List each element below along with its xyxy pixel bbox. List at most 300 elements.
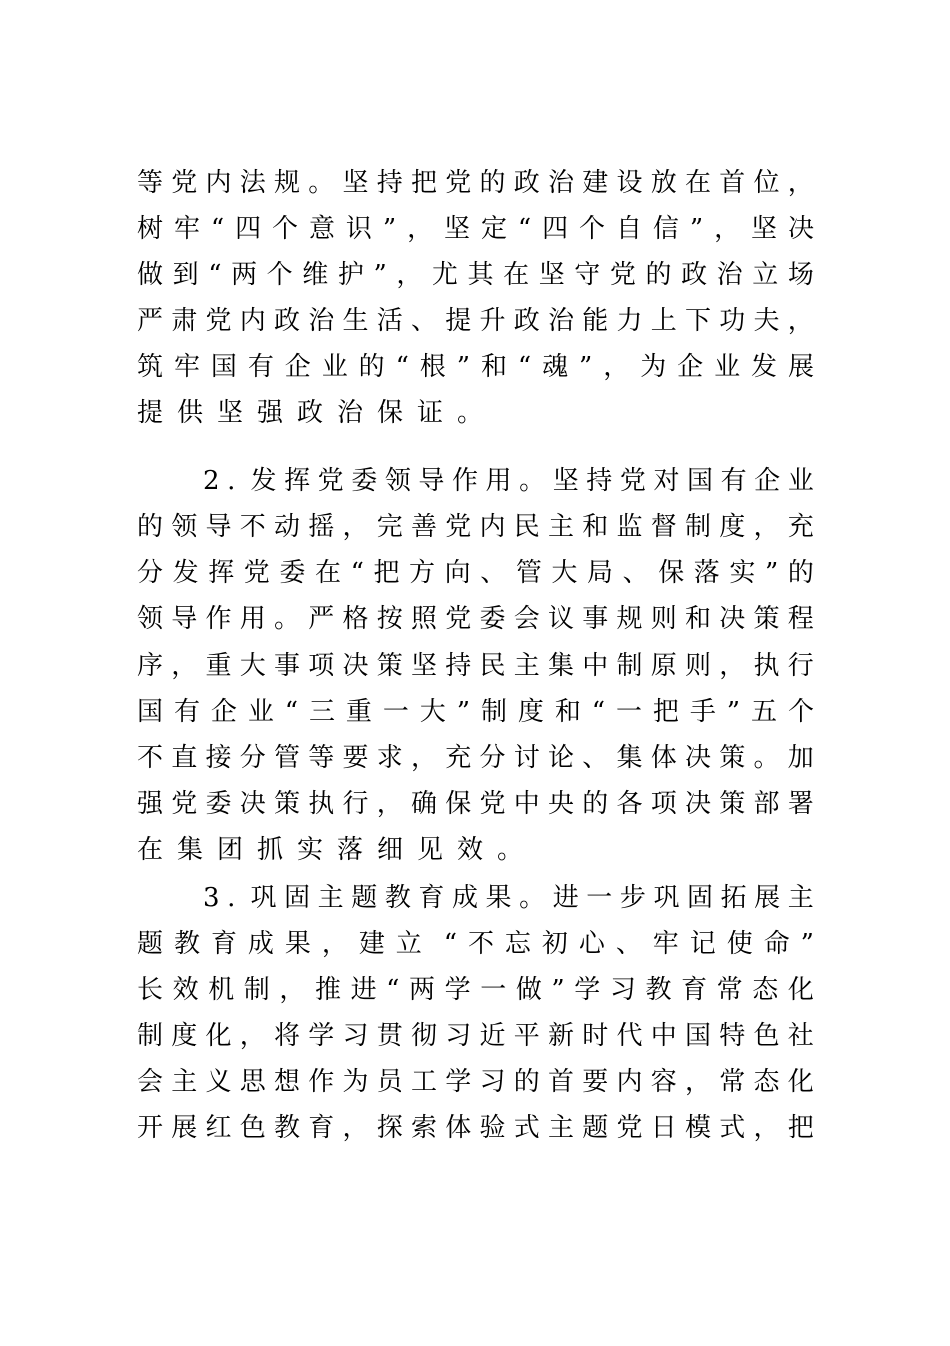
glyph: 习 bbox=[342, 1021, 369, 1051]
glyph: 识 bbox=[345, 214, 372, 244]
glyph: 、 bbox=[622, 558, 649, 588]
glyph: 下 bbox=[685, 306, 712, 336]
glyph: 动 bbox=[274, 512, 301, 542]
glyph: 化 bbox=[787, 975, 814, 1005]
glyph: 策 bbox=[719, 743, 746, 773]
glyph: ， bbox=[376, 789, 403, 819]
glyph: 在 bbox=[685, 168, 712, 198]
glyph: 内 bbox=[616, 1067, 643, 1097]
glyph: 的 bbox=[513, 1067, 540, 1097]
paragraph-first-line bbox=[203, 458, 814, 504]
glyph: 牢 bbox=[173, 352, 200, 382]
glyph: 员 bbox=[376, 1067, 403, 1097]
glyph: 题 bbox=[137, 929, 164, 959]
glyph: 守 bbox=[574, 260, 601, 290]
glyph: ， bbox=[279, 975, 306, 1005]
glyph: 学 bbox=[444, 975, 471, 1005]
glyph: 效 bbox=[172, 975, 199, 1005]
glyph: 步 bbox=[619, 883, 646, 913]
glyph: 两 bbox=[409, 975, 436, 1005]
glyph: 推 bbox=[314, 975, 341, 1005]
glyph: ， bbox=[407, 214, 434, 244]
glyph: 探 bbox=[376, 1113, 403, 1143]
text-line bbox=[137, 550, 814, 596]
glyph: 教 bbox=[173, 929, 200, 959]
glyph: 策 bbox=[719, 789, 746, 819]
glyph: 加 bbox=[787, 743, 814, 773]
glyph: 主 bbox=[548, 1113, 575, 1143]
paragraph-first-line bbox=[203, 875, 814, 921]
glyph: 中 bbox=[582, 651, 609, 681]
glyph: 记 bbox=[689, 929, 716, 959]
glyph: 治 bbox=[548, 168, 575, 198]
glyph: 把 bbox=[411, 168, 438, 198]
glyph: 的 bbox=[582, 789, 609, 819]
glyph: . bbox=[227, 883, 236, 913]
glyph: 化 bbox=[205, 1021, 232, 1051]
glyph: 定 bbox=[480, 214, 507, 244]
glyph: 对 bbox=[653, 466, 680, 496]
glyph: ， bbox=[321, 929, 348, 959]
glyph: 巩 bbox=[653, 883, 680, 913]
glyph: 不 bbox=[239, 512, 266, 542]
glyph: 学 bbox=[445, 1067, 472, 1097]
glyph: 用 bbox=[239, 604, 266, 634]
glyph: 巩 bbox=[250, 883, 277, 913]
glyph: 有 bbox=[247, 352, 274, 382]
glyph: 开 bbox=[137, 1113, 164, 1143]
glyph: 和 bbox=[554, 697, 581, 727]
glyph: 教 bbox=[645, 975, 672, 1005]
glyph: 意 bbox=[308, 214, 335, 244]
glyph: 四 bbox=[542, 214, 569, 244]
glyph: 的 bbox=[479, 168, 506, 198]
glyph: 心 bbox=[578, 929, 605, 959]
glyph: 有 bbox=[173, 697, 200, 727]
glyph: 制 bbox=[685, 512, 712, 542]
glyph: 坚 bbox=[444, 214, 471, 244]
glyph: . bbox=[227, 466, 236, 496]
glyph: 个 bbox=[272, 214, 299, 244]
glyph: ， bbox=[787, 306, 814, 336]
glyph: 色 bbox=[239, 1113, 266, 1143]
glyph: 题 bbox=[351, 883, 378, 913]
glyph: ” bbox=[373, 260, 387, 290]
glyph: 摇 bbox=[308, 512, 335, 542]
glyph: 态 bbox=[752, 975, 779, 1005]
glyph: 个 bbox=[266, 260, 293, 290]
glyph: 式 bbox=[719, 1113, 746, 1143]
glyph: 党 bbox=[445, 512, 472, 542]
glyph: 和 bbox=[582, 512, 609, 542]
glyph: 魂 bbox=[542, 352, 569, 382]
glyph: 则 bbox=[685, 651, 712, 681]
glyph: 思 bbox=[239, 1067, 266, 1097]
text-line bbox=[137, 160, 814, 206]
glyph: 行 bbox=[342, 789, 369, 819]
glyph: ， bbox=[787, 168, 814, 198]
glyph: 2 bbox=[203, 466, 220, 496]
glyph: 索 bbox=[411, 1113, 438, 1143]
glyph: 挥 bbox=[284, 466, 311, 496]
text-line bbox=[137, 596, 814, 642]
glyph: 把 bbox=[787, 1113, 814, 1143]
glyph: 建 bbox=[358, 929, 385, 959]
glyph: 五 bbox=[751, 697, 778, 727]
glyph: 大 bbox=[239, 651, 266, 681]
text-line bbox=[137, 1059, 814, 1105]
glyph: 决 bbox=[719, 604, 746, 634]
glyph: 法 bbox=[239, 168, 266, 198]
text-line bbox=[137, 344, 814, 390]
glyph: 制 bbox=[480, 697, 507, 727]
glyph: 坚 bbox=[538, 260, 565, 290]
glyph: 党 bbox=[205, 306, 232, 336]
glyph: 提 bbox=[445, 306, 472, 336]
glyph: 党 bbox=[171, 168, 198, 198]
glyph: 民 bbox=[479, 651, 506, 681]
glyph: 坚 bbox=[751, 214, 778, 244]
glyph: 特 bbox=[719, 1021, 746, 1051]
text-line: 提供坚强政治保证。 bbox=[137, 398, 498, 428]
glyph: 力 bbox=[616, 306, 643, 336]
glyph: “ bbox=[284, 697, 299, 727]
glyph: 不 bbox=[137, 743, 164, 773]
glyph: 规 bbox=[616, 604, 643, 634]
glyph: “ bbox=[210, 214, 225, 244]
glyph: 委 bbox=[351, 466, 378, 496]
glyph: 用 bbox=[485, 466, 512, 496]
glyph: 验 bbox=[479, 1113, 506, 1143]
text-line bbox=[137, 689, 814, 735]
glyph: 发 bbox=[172, 558, 199, 588]
glyph: 、 bbox=[411, 306, 438, 336]
glyph: 持 bbox=[376, 168, 403, 198]
glyph: 接 bbox=[205, 743, 232, 773]
text-line bbox=[137, 298, 814, 344]
glyph: 事 bbox=[274, 651, 301, 681]
glyph: 活 bbox=[376, 306, 403, 336]
glyph: 强 bbox=[137, 789, 164, 819]
glyph: 展 bbox=[754, 883, 781, 913]
glyph: 严 bbox=[137, 306, 164, 336]
glyph: ， bbox=[753, 512, 780, 542]
glyph: 坚 bbox=[342, 168, 369, 198]
glyph: 化 bbox=[787, 1067, 814, 1097]
glyph: 充 bbox=[445, 743, 472, 773]
glyph: 有 bbox=[720, 466, 747, 496]
glyph: 发 bbox=[250, 466, 277, 496]
glyph: 业 bbox=[321, 352, 348, 382]
glyph: ， bbox=[342, 1113, 369, 1143]
glyph: 场 bbox=[787, 260, 814, 290]
glyph: 领 bbox=[137, 604, 164, 634]
glyph: 把 bbox=[652, 697, 679, 727]
glyph: 首 bbox=[548, 1067, 575, 1097]
glyph: 治 bbox=[308, 306, 335, 336]
glyph: 实 bbox=[729, 558, 756, 588]
glyph: 为 bbox=[342, 1067, 369, 1097]
glyph: 业 bbox=[247, 697, 274, 727]
glyph: 政 bbox=[681, 260, 708, 290]
glyph: ” bbox=[551, 975, 565, 1005]
glyph: 放 bbox=[650, 168, 677, 198]
glyph: 行 bbox=[787, 651, 814, 681]
glyph: 。 bbox=[753, 743, 780, 773]
glyph: 个 bbox=[787, 697, 814, 727]
text-line bbox=[137, 643, 814, 689]
glyph: 红 bbox=[205, 1113, 232, 1143]
glyph: 会 bbox=[137, 1067, 164, 1097]
glyph: 近 bbox=[479, 1021, 506, 1051]
glyph: 的 bbox=[358, 352, 385, 382]
glyph: 领 bbox=[384, 466, 411, 496]
glyph: 治 bbox=[548, 306, 575, 336]
glyph: ” bbox=[800, 929, 814, 959]
glyph: ， bbox=[239, 1021, 266, 1051]
glyph: 执 bbox=[753, 651, 780, 681]
glyph: 中 bbox=[650, 1021, 677, 1051]
glyph: 党 bbox=[609, 260, 636, 290]
glyph: 保 bbox=[445, 789, 472, 819]
glyph: 一 bbox=[586, 883, 613, 913]
glyph: 决 bbox=[685, 743, 712, 773]
text-line bbox=[137, 967, 814, 1013]
glyph: 进 bbox=[350, 975, 377, 1005]
glyph: 个 bbox=[579, 214, 606, 244]
text-line: 在集团抓实落细见效。 bbox=[137, 835, 538, 865]
glyph: 尤 bbox=[431, 260, 458, 290]
glyph: 党 bbox=[619, 466, 646, 496]
glyph: 、 bbox=[615, 929, 642, 959]
glyph: 民 bbox=[513, 512, 540, 542]
glyph: 做 bbox=[137, 260, 164, 290]
glyph: 充 bbox=[787, 512, 814, 542]
glyph: 肃 bbox=[171, 306, 198, 336]
glyph: 习 bbox=[445, 1021, 472, 1051]
glyph: 新 bbox=[548, 1021, 575, 1051]
glyph: 三 bbox=[308, 697, 335, 727]
glyph: 政 bbox=[513, 168, 540, 198]
glyph: 坚 bbox=[411, 651, 438, 681]
glyph: 容 bbox=[650, 1067, 677, 1097]
glyph: 署 bbox=[787, 789, 814, 819]
glyph: 命 bbox=[763, 929, 790, 959]
glyph: 和 bbox=[480, 352, 507, 382]
glyph: 信 bbox=[652, 214, 679, 244]
glyph: 其 bbox=[467, 260, 494, 290]
glyph: 度 bbox=[171, 1021, 198, 1051]
glyph: 规 bbox=[274, 168, 301, 198]
glyph: 严 bbox=[308, 604, 335, 634]
glyph: 等 bbox=[308, 743, 335, 773]
glyph: ， bbox=[753, 1113, 780, 1143]
glyph: 导 bbox=[205, 512, 232, 542]
glyph: 坚 bbox=[552, 466, 579, 496]
glyph: 制 bbox=[137, 1021, 164, 1051]
glyph: 常 bbox=[719, 1067, 746, 1097]
glyph: 护 bbox=[337, 260, 364, 290]
glyph: 进 bbox=[552, 883, 579, 913]
glyph: 成 bbox=[247, 929, 274, 959]
glyph: ， bbox=[396, 260, 423, 290]
glyph: 党 bbox=[171, 789, 198, 819]
glyph: 委 bbox=[205, 789, 232, 819]
glyph: 教 bbox=[384, 883, 411, 913]
glyph: 。 bbox=[519, 466, 546, 496]
glyph: 监 bbox=[616, 512, 643, 542]
glyph: 位 bbox=[753, 168, 780, 198]
glyph: ， bbox=[411, 743, 438, 773]
glyph: 首 bbox=[719, 168, 746, 198]
glyph: 论 bbox=[548, 743, 575, 773]
glyph: 育 bbox=[681, 975, 708, 1005]
glyph: ， bbox=[719, 651, 746, 681]
glyph: 主 bbox=[513, 651, 540, 681]
glyph: 中 bbox=[513, 789, 540, 819]
glyph: 、 bbox=[582, 743, 609, 773]
text-line bbox=[137, 1105, 814, 1151]
glyph: 项 bbox=[308, 651, 335, 681]
glyph: 时 bbox=[582, 1021, 609, 1051]
text-line bbox=[137, 1013, 814, 1059]
glyph: 导 bbox=[171, 604, 198, 634]
glyph: 做 bbox=[515, 975, 542, 1005]
glyph: 策 bbox=[753, 604, 780, 634]
glyph: 两 bbox=[231, 260, 258, 290]
glyph: 内 bbox=[205, 168, 232, 198]
glyph: 到 bbox=[172, 260, 199, 290]
glyph: 重 bbox=[205, 651, 232, 681]
text-line bbox=[137, 504, 814, 550]
glyph: 内 bbox=[479, 512, 506, 542]
glyph: ， bbox=[714, 214, 741, 244]
glyph: 企 bbox=[754, 466, 781, 496]
glyph: 管 bbox=[274, 743, 301, 773]
glyph: 长 bbox=[137, 975, 164, 1005]
glyph: “ bbox=[395, 352, 409, 382]
glyph: ” bbox=[764, 558, 779, 588]
glyph: 、 bbox=[480, 558, 507, 588]
glyph: 贯 bbox=[376, 1021, 403, 1051]
glyph: “ bbox=[517, 214, 532, 244]
glyph: 善 bbox=[411, 512, 438, 542]
glyph: 集 bbox=[616, 743, 643, 773]
text-line bbox=[137, 206, 814, 252]
glyph: 四 bbox=[235, 214, 262, 244]
glyph: 挥 bbox=[208, 558, 235, 588]
glyph: 照 bbox=[411, 604, 438, 634]
glyph: 党 bbox=[445, 168, 472, 198]
glyph: 将 bbox=[274, 1021, 301, 1051]
glyph: 在 bbox=[314, 558, 341, 588]
glyph: 发 bbox=[751, 352, 778, 382]
text-line bbox=[137, 921, 814, 967]
glyph: 向 bbox=[444, 558, 471, 588]
glyph: 分 bbox=[239, 743, 266, 773]
glyph: 党 bbox=[616, 1113, 643, 1143]
glyph: 初 bbox=[541, 929, 568, 959]
glyph: 决 bbox=[342, 651, 369, 681]
glyph: ， bbox=[603, 352, 630, 382]
glyph: 持 bbox=[586, 466, 613, 496]
glyph: 式 bbox=[513, 1113, 540, 1143]
text-line bbox=[137, 781, 814, 827]
glyph: 能 bbox=[582, 306, 609, 336]
glyph: 制 bbox=[616, 651, 643, 681]
glyph: 企 bbox=[210, 697, 237, 727]
glyph: 育 bbox=[308, 1113, 335, 1143]
glyph: 领 bbox=[171, 512, 198, 542]
glyph: 议 bbox=[548, 604, 575, 634]
glyph: 牢 bbox=[652, 929, 679, 959]
glyph: 决 bbox=[787, 214, 814, 244]
glyph: 党 bbox=[445, 604, 472, 634]
glyph: 讨 bbox=[513, 743, 540, 773]
glyph: 按 bbox=[376, 604, 403, 634]
glyph: 升 bbox=[479, 306, 506, 336]
glyph: 把 bbox=[373, 558, 400, 588]
glyph: 筑 bbox=[137, 352, 164, 382]
glyph: 彻 bbox=[411, 1021, 438, 1051]
glyph: 主 bbox=[548, 512, 575, 542]
glyph: ” bbox=[456, 697, 471, 727]
glyph: 模 bbox=[685, 1113, 712, 1143]
glyph: 项 bbox=[650, 789, 677, 819]
glyph: 则 bbox=[650, 604, 677, 634]
glyph: 局 bbox=[587, 558, 614, 588]
glyph: “ bbox=[350, 558, 364, 588]
glyph: 题 bbox=[582, 1113, 609, 1143]
glyph: 业 bbox=[714, 352, 741, 382]
glyph: ， bbox=[171, 651, 198, 681]
glyph: 平 bbox=[513, 1021, 540, 1051]
glyph: 夫 bbox=[753, 306, 780, 336]
glyph: 制 bbox=[243, 975, 270, 1005]
glyph: 习 bbox=[479, 1067, 506, 1097]
glyph: 日 bbox=[650, 1113, 677, 1143]
glyph: 方 bbox=[409, 558, 436, 588]
glyph: 设 bbox=[616, 168, 643, 198]
glyph: 上 bbox=[650, 306, 677, 336]
glyph: ” bbox=[726, 697, 741, 727]
glyph: 的 bbox=[645, 260, 672, 290]
glyph: 保 bbox=[658, 558, 685, 588]
glyph: 会 bbox=[513, 604, 540, 634]
glyph: 党 bbox=[243, 558, 270, 588]
glyph: 程 bbox=[787, 604, 814, 634]
glyph: 度 bbox=[517, 697, 544, 727]
glyph: ” bbox=[689, 214, 704, 244]
glyph: 和 bbox=[685, 604, 712, 634]
glyph: 国 bbox=[685, 1021, 712, 1051]
glyph: 。 bbox=[274, 604, 301, 634]
glyph: 维 bbox=[302, 260, 329, 290]
glyph: 督 bbox=[650, 512, 677, 542]
glyph: 一 bbox=[382, 697, 409, 727]
glyph: 固 bbox=[284, 883, 311, 913]
glyph: “ bbox=[386, 975, 400, 1005]
glyph: 持 bbox=[445, 651, 472, 681]
glyph: 序 bbox=[137, 651, 164, 681]
glyph: 建 bbox=[582, 168, 609, 198]
glyph: 。 bbox=[519, 883, 546, 913]
glyph: 义 bbox=[205, 1067, 232, 1097]
glyph: 忘 bbox=[504, 929, 531, 959]
glyph: 部 bbox=[753, 789, 780, 819]
glyph: 大 bbox=[551, 558, 578, 588]
glyph: 在 bbox=[503, 260, 530, 290]
